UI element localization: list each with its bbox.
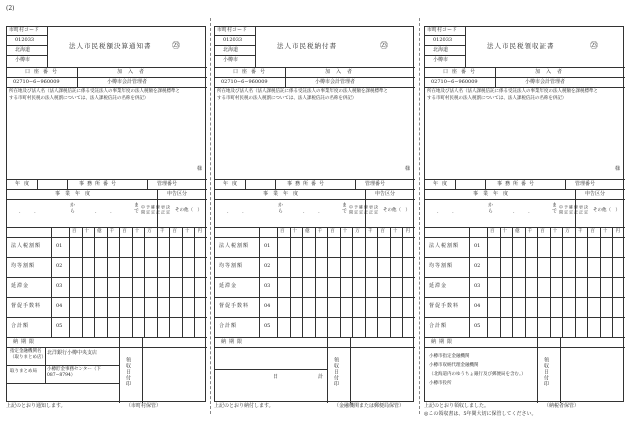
subscriber-label: 加入者 [535, 69, 569, 75]
h-rule [425, 257, 625, 258]
h-rule [215, 337, 415, 338]
h-rule [7, 237, 207, 238]
digit-unit-label: 十 [84, 229, 90, 234]
city-name: 小樽市 [223, 57, 239, 63]
h-rule [215, 87, 415, 88]
prefecture-name: 北海道 [433, 47, 449, 53]
amount-row-number: 05 [474, 323, 481, 329]
year-label: 年度 [433, 181, 452, 187]
digit-column-line [550, 227, 551, 337]
h-rule [7, 383, 119, 384]
cut-line-1 [210, 18, 211, 414]
digit-unit-label: 百 [72, 229, 77, 234]
digit-column-line [587, 227, 588, 337]
h-rule [215, 347, 415, 348]
collector-name: 小樽貯金事務センター（下087−8794） [47, 367, 101, 379]
declare-type-6: 決定 [584, 205, 589, 215]
other-label: その他（ ） [175, 208, 202, 213]
code-label: 市町村コード [427, 27, 458, 33]
amount-row-label: 督促手数料 [219, 303, 250, 309]
h-rule [215, 77, 415, 78]
declare-type-3: 確定 [569, 205, 574, 215]
h-rule [215, 237, 415, 238]
footer-right: （金融機関または郵便局保管） [334, 403, 405, 409]
cut-line-2 [419, 18, 420, 414]
digit-unit-label: 百 [122, 229, 127, 234]
v-rule [469, 227, 470, 337]
business-year-label: 事業年度 [55, 191, 96, 197]
due-date-label: 納期限 [431, 339, 456, 345]
digit-unit-label: 億 [97, 229, 102, 234]
amount-row-number: 04 [56, 303, 63, 309]
period-to-date: · · [513, 210, 536, 216]
account-number-value: 02710−6−960009 [221, 79, 268, 85]
digit-unit-label: 十 [552, 229, 558, 234]
digit-unit-label: 億 [305, 229, 310, 234]
amount-row-label: 合計額 [219, 323, 238, 329]
subscriber-value: 小樽市会計管理者 [107, 79, 148, 85]
amount-row-label: 均等割額 [429, 263, 454, 269]
address-label: 所在地及び法人名（法人課税信託に係る受託法人の事業年度の法人税額を課税標準とする市町村民税の法人税割については、法人課税信託の名称を併記） [427, 89, 598, 101]
circle-mark: ㉓ [172, 41, 180, 50]
h-rule [7, 45, 47, 46]
declare-type-3: 確定 [359, 205, 364, 215]
digit-column-line [157, 227, 158, 337]
digit-unit-label: 百 [590, 229, 595, 234]
declare-type-2: 予定 [564, 205, 569, 215]
h-rule [215, 297, 415, 298]
h-rule [7, 365, 119, 366]
to-label: まで [551, 202, 557, 214]
period-from-date: · · [227, 210, 250, 216]
amount-row-number: 03 [56, 283, 63, 289]
amount-row-number: 01 [474, 243, 481, 249]
declare-type-5: 更正 [579, 205, 584, 215]
digit-column-line [169, 227, 170, 337]
due-date-label: 納期限 [13, 339, 38, 345]
prefecture-name: 北海道 [15, 47, 31, 53]
v-rule [37, 179, 38, 189]
footer-right: （市町村保管） [126, 403, 162, 409]
amount-row-number: 04 [264, 303, 271, 309]
amount-row-label: 法人税割額 [429, 243, 460, 249]
v-rule [455, 179, 456, 189]
amount-row-number: 02 [474, 263, 481, 269]
v-rule [277, 227, 278, 337]
account-number-label: 口座番号 [233, 69, 270, 75]
digit-column-line [144, 227, 145, 337]
v-rule [275, 179, 276, 189]
digit-column-line [132, 227, 133, 337]
digit-unit-label: 百 [540, 229, 545, 234]
declare-type-4: 修正 [574, 205, 579, 215]
receipt-stamp-label: 領収日付印 [125, 357, 131, 387]
circle-mark: ㉓ [590, 41, 598, 50]
account-number-label: 口座番号 [443, 69, 480, 75]
code-label: 市町村コード [9, 27, 40, 33]
declaration-type-label: 申告区分 [167, 191, 188, 197]
declare-type-1: 中間 [141, 205, 146, 215]
h-rule [7, 87, 207, 88]
digit-column-line [340, 227, 341, 337]
v-rule [285, 67, 286, 87]
digit-column-line [315, 227, 316, 337]
digit-unit-label: 百 [280, 229, 285, 234]
digit-column-line [119, 227, 120, 337]
amount-row-label: 均等割額 [219, 263, 244, 269]
digit-unit-label: 十 [134, 229, 140, 234]
h-rule [215, 257, 415, 258]
period-from-date: · · [437, 210, 460, 216]
v-rule [259, 227, 260, 337]
code-number: 012033 [223, 37, 243, 43]
digit-unit-label: 千 [577, 229, 583, 234]
digit-unit-label: 億 [515, 229, 520, 234]
amount-row-label: 督促手数料 [11, 303, 42, 309]
bank-label: 指定金融機関名（取りまとめ店） [10, 349, 46, 360]
h-rule [215, 35, 255, 36]
digit-unit-label: 万 [355, 229, 360, 234]
date-total-label: 日計 [273, 374, 364, 380]
h-rule [7, 77, 207, 78]
v-rule [327, 337, 328, 403]
declare-type-3: 確定 [151, 205, 156, 215]
v-rule [119, 337, 120, 403]
h-rule [215, 369, 327, 370]
h-rule [7, 257, 207, 258]
payee-line: 小樽市指定金融機関 [429, 354, 470, 359]
h-rule [215, 189, 415, 190]
h-rule [425, 277, 625, 278]
amount-row-label: 合計額 [429, 323, 448, 329]
h-rule [215, 277, 415, 278]
digit-column-line [107, 227, 108, 337]
v-rule [67, 179, 68, 189]
office-label: 事務所番号 [287, 181, 328, 187]
amount-row-number: 05 [56, 323, 63, 329]
digit-unit-label: 千 [527, 229, 533, 234]
seal-mark: 様 [197, 166, 203, 172]
digit-unit-label: 円 [197, 229, 202, 234]
business-year-label: 事業年度 [473, 191, 514, 197]
seal-mark: 様 [615, 166, 621, 172]
management-number-label: 管理番号 [365, 181, 386, 187]
h-rule [425, 347, 625, 348]
collector-label: 取りまとめ局 [10, 369, 37, 374]
digit-unit-label: 十 [392, 229, 398, 234]
period-to-date: · · [95, 210, 118, 216]
v-rule [69, 227, 70, 337]
subscriber-value: 小樽市会計管理者 [315, 79, 356, 85]
receipt-stamp-label: 領収日付印 [333, 357, 339, 387]
declare-type-6: 決定 [374, 205, 379, 215]
amount-row-number: 03 [474, 283, 481, 289]
h-rule [7, 297, 207, 298]
h-rule [215, 45, 255, 46]
digit-unit-label: 十 [184, 229, 190, 234]
digit-column-line [390, 227, 391, 337]
code-label: 市町村コード [217, 27, 248, 33]
declare-type-4: 修正 [364, 205, 369, 215]
code-number: 012033 [15, 37, 35, 43]
to-label: まで [341, 202, 347, 214]
amount-row-number: 02 [264, 263, 271, 269]
declare-type-2: 予定 [146, 205, 151, 215]
h-rule [7, 55, 47, 56]
v-rule [255, 27, 256, 67]
footer-left: 上記のとおり通知します。 [6, 403, 66, 409]
v-rule [495, 67, 496, 87]
h-rule [7, 35, 47, 36]
v-rule [487, 227, 488, 337]
v-rule [147, 179, 148, 189]
period-to-date: · · [303, 210, 326, 216]
digit-column-line [612, 227, 613, 337]
amount-row-number: 01 [264, 243, 271, 249]
declare-type-1: 中間 [349, 205, 354, 215]
amount-row-number: 04 [474, 303, 481, 309]
digit-unit-label: 十 [342, 229, 348, 234]
digit-column-line [377, 227, 378, 337]
city-name: 小樽市 [433, 57, 449, 63]
v-rule [77, 67, 78, 87]
digit-column-line [525, 227, 526, 337]
tax-slip-3 [424, 26, 624, 402]
h-rule [215, 199, 415, 200]
declare-type-5: 更正 [161, 205, 166, 215]
digit-unit-label: 百 [330, 229, 335, 234]
declare-type-1: 中間 [559, 205, 564, 215]
digit-column-line [302, 227, 303, 337]
h-rule [425, 189, 625, 190]
digit-column-line [512, 227, 513, 337]
subscriber-label: 加入者 [117, 69, 151, 75]
from-label: から [277, 202, 283, 214]
declare-type-6: 決定 [166, 205, 171, 215]
account-number-value: 02710−6−960009 [431, 79, 478, 85]
account-number-value: 02710−6−960009 [13, 79, 60, 85]
payee-line: 小樽市役所 [429, 381, 452, 386]
year-label: 年度 [15, 181, 34, 187]
digit-unit-label: 十 [292, 229, 298, 234]
subscriber-value: 小樽市会計管理者 [525, 79, 566, 85]
h-rule [425, 199, 625, 200]
declare-type-2: 予定 [354, 205, 359, 215]
v-rule [565, 179, 566, 189]
footer-note: ◎この領収書は、5年間大切に保管してください。 [424, 411, 537, 417]
amount-row-label: 合計額 [11, 323, 30, 329]
address-label: 所在地及び法人名（法人課税信託に係る受託法人の事業年度の法人税額を課税標準とする市町村民税の法人税割については、法人課税信託の名称を併記） [217, 89, 388, 101]
account-number-label: 口座番号 [25, 69, 62, 75]
digit-unit-label: 十 [502, 229, 508, 234]
v-rule [485, 179, 486, 189]
digit-column-line [575, 227, 576, 337]
digit-column-line [194, 227, 195, 337]
year-label: 年度 [223, 181, 242, 187]
h-rule [425, 297, 625, 298]
declare-type-4: 修正 [156, 205, 161, 215]
other-label: その他（ ） [593, 208, 620, 213]
period-from-date: · · [19, 210, 42, 216]
h-rule [7, 347, 207, 348]
amount-row-label: 延滞金 [11, 283, 30, 289]
address-label: 所在地及び法人名（法人課税信託に係る受託法人の事業年度の法人税額を課税標準とする市町村民税の法人税割については、法人課税信託の名称を併記） [9, 89, 180, 101]
management-number-label: 管理番号 [157, 181, 178, 187]
amount-row-label: 延滞金 [219, 283, 238, 289]
h-rule [425, 35, 465, 36]
digit-column-line [402, 227, 403, 337]
h-rule [7, 189, 207, 190]
amount-row-label: 均等割額 [11, 263, 36, 269]
city-name: 小樽市 [15, 57, 31, 63]
amount-row-label: 督促手数料 [429, 303, 460, 309]
digit-unit-label: 千 [367, 229, 373, 234]
payee-line: （北海道内のゆうちょ銀行及び郵便局を含む。） [429, 372, 526, 377]
digit-column-line [94, 227, 95, 337]
seal-mark: 様 [405, 166, 411, 172]
footer-left: 上記のとおり領収しました。 [424, 403, 490, 409]
amount-row-label: 法人税割額 [219, 243, 250, 249]
subscriber-label: 加入者 [325, 69, 359, 75]
digit-column-line [562, 227, 563, 337]
circle-mark: ㉓ [380, 41, 388, 50]
receipt-stamp-label: 領収日付印 [543, 357, 549, 387]
v-rule [355, 179, 356, 189]
digit-column-line [352, 227, 353, 337]
v-rule [465, 27, 466, 67]
tax-slip-1 [6, 26, 206, 402]
digit-column-line [500, 227, 501, 337]
other-label: その他（ ） [383, 208, 410, 213]
declaration-type-label: 申告区分 [585, 191, 606, 197]
slip-title: 法人市民税領収証書 [487, 42, 555, 50]
to-label: まで [133, 202, 139, 214]
v-rule [51, 227, 52, 337]
digit-unit-label: 千 [317, 229, 323, 234]
v-rule [245, 179, 246, 189]
h-rule [7, 67, 207, 68]
digit-column-line [182, 227, 183, 337]
digit-column-line [537, 227, 538, 337]
amount-row-number: 03 [264, 283, 271, 289]
h-rule [425, 55, 465, 56]
v-rule [350, 337, 351, 403]
footer-right: （納税者保管） [544, 403, 580, 409]
declaration-type-label: 申告区分 [375, 191, 396, 197]
h-rule [215, 55, 255, 56]
digit-unit-label: 百 [490, 229, 495, 234]
due-date-label: 納期限 [221, 339, 246, 345]
slip-title: 法人市民税納付書 [277, 42, 337, 50]
h-rule [425, 237, 625, 238]
digit-column-line [600, 227, 601, 337]
digit-unit-label: 百 [380, 229, 385, 234]
from-label: から [487, 202, 493, 214]
v-rule [560, 337, 561, 403]
from-label: から [69, 202, 75, 214]
digit-column-line [82, 227, 83, 337]
amount-row-number: 02 [56, 263, 63, 269]
h-rule [7, 199, 207, 200]
digit-unit-label: 千 [109, 229, 115, 234]
v-rule [537, 337, 538, 403]
office-label: 事務所番号 [79, 181, 120, 187]
declare-type-5: 更正 [369, 205, 374, 215]
h-rule [425, 317, 625, 318]
h-rule [425, 67, 625, 68]
prefecture-name: 北海道 [223, 47, 239, 53]
office-label: 事務所番号 [497, 181, 538, 187]
payee-line: 小樽市収納代理金融機関 [429, 363, 479, 368]
management-number-label: 管理番号 [575, 181, 596, 187]
business-year-label: 事業年度 [263, 191, 304, 197]
digit-column-line [327, 227, 328, 337]
digit-column-line [365, 227, 366, 337]
h-rule [7, 317, 207, 318]
h-rule [425, 77, 625, 78]
amount-row-number: 01 [56, 243, 63, 249]
h-rule [7, 337, 207, 338]
digit-column-line [290, 227, 291, 337]
digit-unit-label: 万 [565, 229, 570, 234]
digit-unit-label: 円 [405, 229, 410, 234]
page-label: (2) [6, 5, 15, 12]
h-rule [425, 87, 625, 88]
slip-title: 法人市民税額決算通知書 [69, 42, 152, 50]
digit-unit-label: 十 [602, 229, 608, 234]
digit-unit-label: 百 [172, 229, 177, 234]
h-rule [215, 67, 415, 68]
footer-left: 上記のとおり納付します。 [214, 403, 274, 409]
digit-unit-label: 円 [615, 229, 620, 234]
h-rule [215, 317, 415, 318]
tax-slip-2 [214, 26, 414, 402]
h-rule [7, 277, 207, 278]
v-rule [47, 27, 48, 67]
amount-row-label: 延滞金 [429, 283, 448, 289]
h-rule [425, 337, 625, 338]
amount-row-number: 05 [264, 323, 271, 329]
v-rule [142, 337, 143, 403]
digit-unit-label: 千 [159, 229, 165, 234]
h-rule [425, 45, 465, 46]
amount-row-label: 法人税割額 [11, 243, 42, 249]
bank-name: 北洋銀行小樽中央支店 [47, 350, 98, 356]
code-number: 012033 [433, 37, 453, 43]
digit-unit-label: 万 [147, 229, 152, 234]
